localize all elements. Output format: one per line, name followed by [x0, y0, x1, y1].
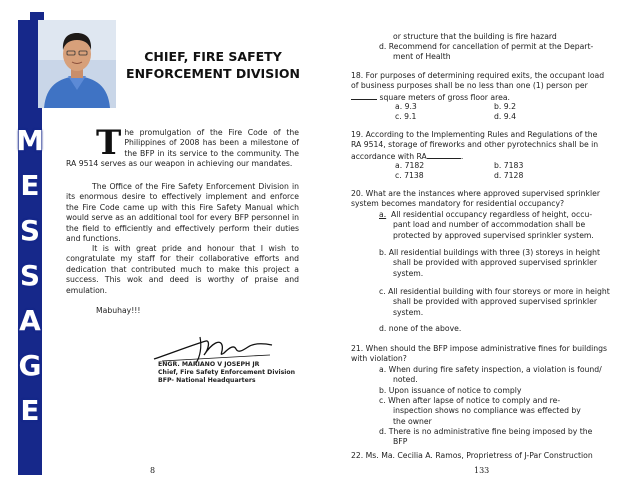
choice-text: All residential occupancy regardless of height, occu- [391, 210, 593, 219]
choice-line: b. All residential buildings with three (3) storeys in height [379, 248, 601, 257]
choice-item: c. 7138 [395, 171, 424, 180]
question-line: RA 9514, storage of fireworks and other pyrotechnics shall be in [351, 140, 599, 150]
choice-item: b. 9.2 [494, 102, 516, 111]
q21-choice-a [379, 365, 619, 386]
message-paragraph [66, 123, 299, 170]
q21-choice-c [379, 396, 619, 427]
question-19 [351, 130, 621, 162]
choice-line: shall be provided with approved supervised sprinkler [393, 297, 597, 307]
q18-choices [319, 102, 638, 123]
page-number: 8 [150, 466, 156, 475]
question-line-text: square meters of gross floor area. [379, 92, 510, 102]
question-line: system becomes mandatory for residential occupancy? [351, 199, 565, 209]
sidebar-letter: M [16, 124, 44, 157]
q20-choice-b [379, 248, 619, 279]
signatory-name: ENGR. MARIANO V JOSEPH JR [158, 361, 260, 368]
page-title [118, 48, 308, 82]
question-line: 18. For purposes of determining required exits, the occupant load [351, 71, 605, 80]
page-number: 133 [474, 466, 490, 475]
choice-item: b. 7183 [494, 161, 524, 170]
choice-line [379, 210, 619, 220]
choice-line: system. [393, 268, 424, 278]
choice-line: the owner [393, 416, 432, 426]
signatory-title: Chief, Fire Safety Enforcement Division [158, 369, 296, 377]
choice-line: BFP [393, 437, 408, 447]
choice-line: protected by approved supervised sprinkler system. [393, 230, 594, 240]
q21-choice-b: b. Upon issuance of notice to comply [379, 386, 522, 395]
question-line: 19. According to the Implementing Rules and Regulations of the [351, 130, 598, 139]
choice-line: d. Recommend for cancellation of permit at the Depart- [379, 42, 594, 51]
sidebar-letter: A [19, 304, 41, 337]
choice-item: a. 7182 [395, 161, 425, 170]
blank-line [427, 151, 461, 159]
choice-line: system. [393, 307, 424, 317]
question-21 [351, 344, 621, 365]
question-20 [351, 189, 621, 210]
question-line: 21. When should the BFP impose administrative fines for buildings [351, 344, 608, 353]
sidebar-notch [30, 12, 44, 20]
sidebar-letter: E [20, 169, 40, 202]
choice-item: c. 9.1 [395, 112, 417, 121]
choice-line: d. There is no administrative fine being imposed by the [379, 427, 593, 436]
message-paragraph: The Office of the Fire Safety Enforcement Division in its enormous desire to effectively implement and enforce the Fire Code came up with this Fire Safety Manual which would serve as an additional tool for every BFP personnel in the field to efficiently and effectively perform their duties and functions. [66, 182, 299, 244]
q19-choices [319, 161, 638, 182]
choice-continuation: or structure that the building is fire hazard [393, 32, 557, 41]
choice-line: pant load and number of accommodation shall be [393, 220, 586, 230]
title-line: ENFORCEMENT DIVISION [126, 66, 300, 81]
message-paragraph: It is with great pride and honour that I wish to congratulate my staff for their collaborative efforts and dedication that contributed much to make this project a success. This wok and deed is worthy of praise and emulation. [66, 244, 299, 295]
message-sidebar-letters [0, 118, 60, 433]
question-line-text: accordance with RA [351, 151, 427, 161]
choice-item: a. 9.3 [395, 102, 417, 111]
sidebar-letter: S [19, 259, 41, 292]
sidebar-letter: G [18, 349, 42, 382]
closing-line: Mabuhay!!! [96, 306, 141, 315]
right-page [319, 0, 638, 493]
choice-label: a. [379, 210, 387, 219]
question-line: with violation? [351, 354, 407, 364]
choice-line: noted. [393, 375, 418, 385]
paragraph-text: he promulgation of the Fire Code of the Philippines of 2008 has been a milestone of the BFP in its service to the community. The RA 9514 serves as our weapon in achieving our mandates. [66, 128, 299, 169]
choice-item: d. 7128 [494, 171, 524, 180]
choice-item: d. 9.4 [494, 112, 516, 121]
choice-line: inspection shows no compliance was effected by [393, 406, 581, 416]
sidebar-letter: E [20, 394, 40, 427]
choice-line: a. When during fire safety inspection, a violation is found/ [379, 365, 602, 374]
question-line: accordance with RA . [351, 151, 464, 161]
drop-cap: T [96, 123, 122, 163]
choice-line: shall be provided with approved supervised sprinkler [393, 258, 597, 268]
q20-choice-d: d. none of the above. [379, 324, 462, 333]
signatory-org: BFP- National Headquarters [158, 377, 256, 385]
signature-block [158, 361, 308, 386]
choice-line: c. When after lapse of notice to comply and re- [379, 396, 561, 405]
q21-choice-d [379, 427, 619, 448]
choice-line: ment of Health [393, 52, 451, 61]
question-22: 22. Ms. Ma. Cecilia A. Ramos, Proprietress of J-Par Construction [351, 451, 593, 460]
portrait-photo [38, 20, 116, 108]
question-line: of business purposes shall be no less than one (1) person per [351, 81, 588, 91]
sidebar-letter: S [19, 214, 41, 247]
q20-choice-a [379, 210, 619, 241]
title-line: CHIEF, FIRE SAFETY [144, 49, 282, 64]
question-18 [351, 71, 621, 103]
choice-line: c. All residential building with four storeys or more in height [379, 287, 610, 296]
portrait-image [38, 20, 116, 108]
blank-line [351, 92, 377, 100]
q20-choice-c [379, 287, 619, 318]
question-line: 20. What are the instances where approved supervised sprinkler [351, 189, 601, 198]
